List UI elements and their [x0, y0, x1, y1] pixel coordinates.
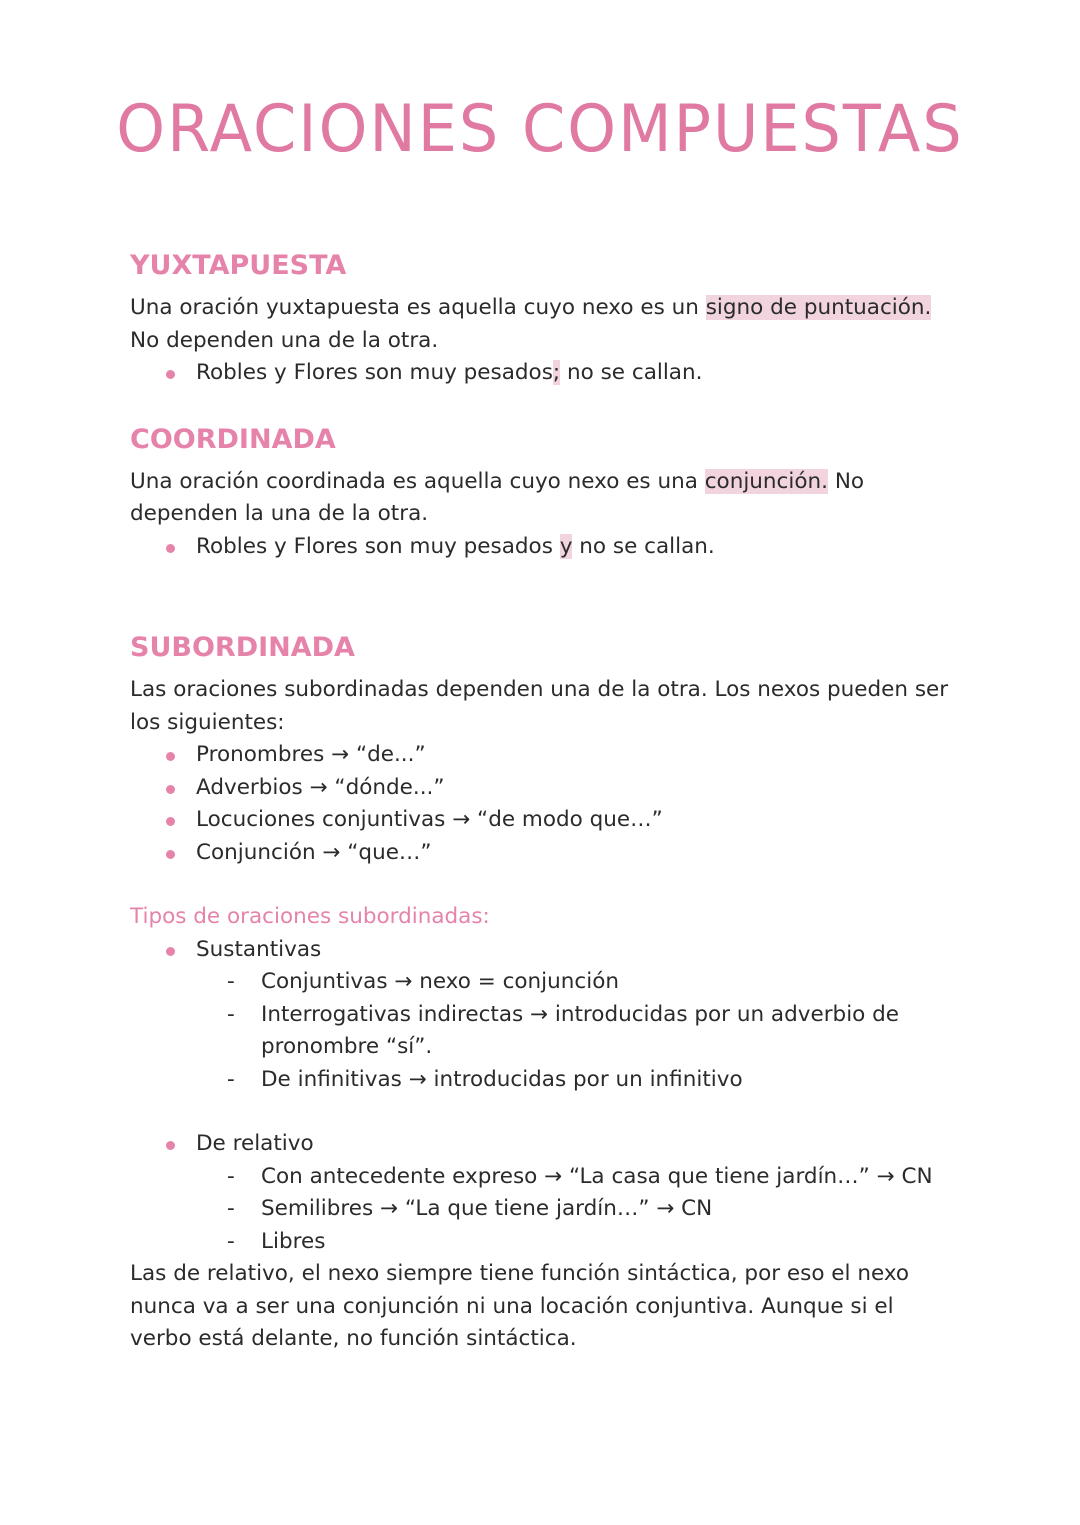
- definition-coordinada: [130, 466, 960, 531]
- section-subordinada: [130, 628, 960, 1356]
- list-item: Locuciones conjuntivas → “de modo que…”: [196, 804, 960, 837]
- highlight: signo de puntuación.: [705, 295, 932, 320]
- document-body: [130, 246, 960, 1356]
- example-text: no se callan.: [572, 533, 715, 559]
- page-title: ORACIONES COMPUESTAS: [116, 90, 964, 167]
- highlight: y: [559, 533, 573, 559]
- example-text: no se callan.: [560, 360, 703, 385]
- definition-subordinada: Las oraciones subordinadas dependen una de la otra. Los nexos pueden ser los siguientes:: [130, 677, 949, 735]
- section-heading-subordinada: SUBORDINADA: [130, 632, 355, 663]
- closing-paragraph: Las de relativo, el nexo siempre tiene función sintáctica, por eso el nexo nunca va a ser una conjunción ni una locación conjuntiva. Aunque si el verbo está delante, no función sintáctica.: [130, 1261, 910, 1351]
- highlight: ;: [552, 360, 561, 385]
- example-list: [130, 357, 960, 390]
- subheading-tipos: Tipos de oraciones subordinadas:: [130, 904, 490, 929]
- example-list: [130, 531, 960, 564]
- definition-text: No dependen la una de la otra.: [130, 468, 865, 526]
- sublist-item: - Conjuntivas → nexo = conjunción: [261, 966, 960, 999]
- example-text: Robles y Flores son muy pesados: [196, 360, 553, 385]
- list-item: Pronombres → “de...”: [196, 739, 960, 772]
- example-text: Robles y Flores son muy pesados: [196, 533, 560, 559]
- sublist-item: - Con antecedente expreso → “La casa que tiene jardín…” → CN: [261, 1161, 960, 1194]
- definition-yuxtapuesta: [130, 292, 960, 357]
- tipos-list: [130, 934, 960, 1259]
- sublist-item: - De infinitivas → introducidas por un infinitivo: [261, 1064, 960, 1097]
- definition-text: Una oración coordinada es aquella cuyo nexo es una: [130, 468, 705, 494]
- example-item: [196, 357, 960, 390]
- sublist-item: - Interrogativas indirectas → introducidas por un adverbio de pronombre “sí”.: [261, 999, 960, 1064]
- definition-text: No dependen una de la otra.: [130, 327, 439, 353]
- nexos-list: [130, 739, 960, 869]
- list-item: Conjunción → “que…”: [196, 837, 960, 870]
- section-heading-yuxtapuesta: YUXTAPUESTA: [130, 250, 347, 281]
- list-item-sustantivas: [196, 934, 960, 1097]
- list-item-relativo: [196, 1128, 960, 1258]
- relativo-sublist: [196, 1161, 960, 1259]
- highlight: conjunción.: [704, 468, 828, 494]
- section-yuxtapuesta: [130, 246, 960, 390]
- section-coordinada: [130, 420, 960, 564]
- list-item-label: Sustantivas: [196, 936, 322, 962]
- list-item-label: De relativo: [196, 1131, 314, 1156]
- list-item: Adverbios → “dónde...”: [196, 772, 960, 805]
- section-heading-coordinada: COORDINADA: [130, 423, 336, 455]
- example-item: [196, 531, 960, 564]
- sublist-item: - Libres: [261, 1226, 960, 1259]
- sublist-item: - Semilibres → “La que tiene jardín…” → CN: [261, 1193, 960, 1226]
- sustantivas-sublist: [196, 966, 960, 1096]
- definition-text: Una oración yuxtapuesta es aquella cuyo nexo es un: [130, 295, 706, 320]
